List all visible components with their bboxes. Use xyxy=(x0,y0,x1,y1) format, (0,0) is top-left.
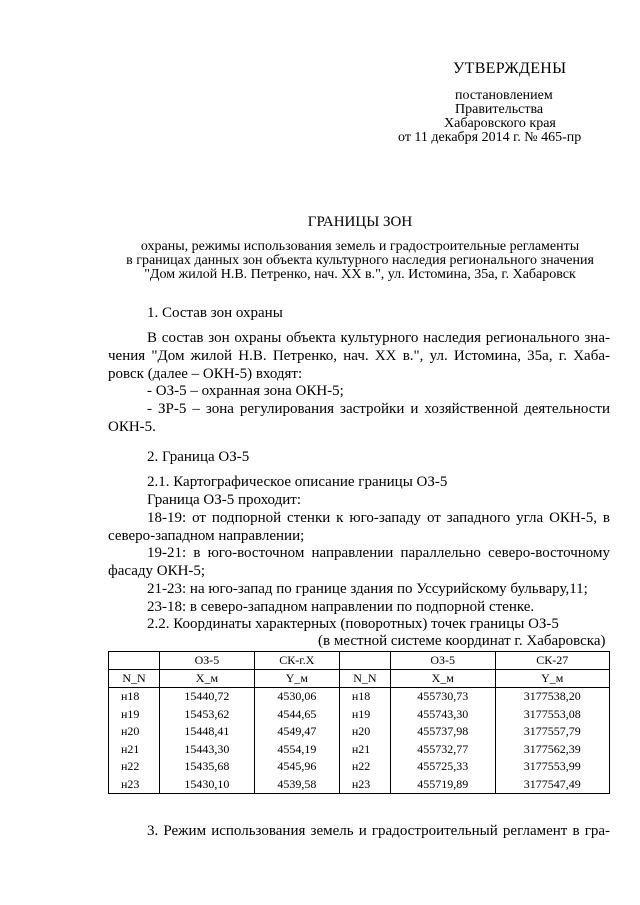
zone-list-item: ОКН-5. xyxy=(108,419,156,435)
table-row xyxy=(109,741,610,759)
section-1-paragraph-line: ровск (далее – ОКН-5) входят: xyxy=(108,366,303,382)
table-cell: н23 xyxy=(109,776,160,794)
table-header-cell: ОЗ-5 xyxy=(390,652,495,670)
section-1-heading: 1. Состав зон охраны xyxy=(147,305,283,321)
table-row xyxy=(109,776,610,794)
table-cell: 15430,10 xyxy=(160,776,255,794)
table-cell: н21 xyxy=(339,741,390,759)
table-cell: н18 xyxy=(109,688,160,706)
table-header-row xyxy=(109,670,610,688)
boundary-intro: Граница ОЗ-5 проходит: xyxy=(147,492,301,508)
table-header-cell: Y_м xyxy=(254,670,339,688)
approval-date-number: от 11 декабря 2014 г. № 465-пр xyxy=(398,130,582,145)
table-header-cell: СК-г.Х xyxy=(254,652,339,670)
table-cell: 455719,89 xyxy=(390,776,495,794)
table-header-cell: СК-27 xyxy=(495,652,609,670)
table-cell: 455725,33 xyxy=(390,758,495,776)
table-cell: 15448,41 xyxy=(160,723,255,741)
table-header-cell: X_м xyxy=(160,670,255,688)
table-row xyxy=(109,723,610,741)
approval-title: УТВЕРЖДЕНЫ xyxy=(453,60,567,77)
table-cell: 3177553,99 xyxy=(495,758,609,776)
table-cell: 455732,77 xyxy=(390,741,495,759)
doc-subtitle-2: в границах данных зон объекта культурного наследия регионального значения xyxy=(126,253,594,268)
table-header-cell: N_N xyxy=(339,670,390,688)
table-cell: н18 xyxy=(339,688,390,706)
table-cell: 4554,19 xyxy=(254,741,339,759)
boundary-segment: 19-21: в юго-восточном направлении параллельно северо-восточному xyxy=(147,545,610,561)
zone-list-item: - ОЗ-5 – охранная зона ОКН-5; xyxy=(147,383,344,399)
coordinate-system-note: (в местной системе координат г. Хабаровска) xyxy=(318,633,606,649)
boundary-segment: 23-18: в северо-западном направлении по подпорной стенке. xyxy=(147,599,535,615)
section-3-heading: 3. Режим использования земель и градостроительный регламент в гра- xyxy=(147,823,610,839)
table-cell: 455730,73 xyxy=(390,688,495,706)
doc-heading: ГРАНИЦЫ ЗОН xyxy=(307,214,413,230)
table-header-cell: Y_м xyxy=(495,670,609,688)
table-cell: н21 xyxy=(109,741,160,759)
approval-line-2: Правительства xyxy=(455,102,544,117)
table-header-cell: X_м xyxy=(390,670,495,688)
doc-subtitle-3: "Дом жилой Н.В. Петренко, нач. XX в.", ул. Истомина, 35а, г. Хабаровск xyxy=(144,267,576,282)
boundary-segment: фасаду ОКН-5; xyxy=(108,563,206,579)
section-2-1-heading: 2.1. Картографическое описание границы ОЗ-5 xyxy=(147,474,448,490)
table-header-cell: ОЗ-5 xyxy=(160,652,255,670)
table-cell: 455743,30 xyxy=(390,706,495,724)
table-cell: 15443,30 xyxy=(160,741,255,759)
table-cell: 15440,72 xyxy=(160,688,255,706)
table-cell: 3177553,08 xyxy=(495,706,609,724)
table-cell: 4539,58 xyxy=(254,776,339,794)
approval-line-1: постановлением xyxy=(455,88,553,103)
table-cell: 4530,06 xyxy=(254,688,339,706)
table-cell: н19 xyxy=(339,706,390,724)
table-cell: 4544,65 xyxy=(254,706,339,724)
table-cell: 4545,96 xyxy=(254,758,339,776)
table-cell: н22 xyxy=(109,758,160,776)
doc-subtitle-1: охраны, режимы использования земель и градостроительные регламенты xyxy=(140,239,580,254)
section-2-heading: 2. Граница ОЗ-5 xyxy=(147,449,250,465)
section-1-paragraph-line: чения "Дом жилой Н.В. Петренко, нач. XX в.", ул. Истомина, 35а, г. Хаба- xyxy=(108,348,610,364)
table-cell: н20 xyxy=(109,723,160,741)
boundary-segment: северо-западном направлении; xyxy=(108,528,305,544)
table-cell: 455737,98 xyxy=(390,723,495,741)
table-cell: 4549,47 xyxy=(254,723,339,741)
table-row xyxy=(109,758,610,776)
table-header-cell xyxy=(109,652,160,670)
boundary-segment: 21-23: на юго-запад по границе здания по Уссурийскому бульвару,11; xyxy=(147,581,588,597)
coordinates-table xyxy=(108,651,610,794)
approval-line-3: Хабаровского края xyxy=(444,116,556,131)
table-cell: 3177547,49 xyxy=(495,776,609,794)
section-1-paragraph-line: В состав зон охраны объекта культурного наследия регионального зна- xyxy=(147,330,610,346)
table-cell: 15435,68 xyxy=(160,758,255,776)
table-cell: 3177538,20 xyxy=(495,688,609,706)
section-2-2-heading: 2.2. Координаты характерных (поворотных) точек границы ОЗ-5 xyxy=(147,616,559,632)
table-cell: 3177562,39 xyxy=(495,741,609,759)
table-row xyxy=(109,706,610,724)
table-cell: н23 xyxy=(339,776,390,794)
boundary-segment: 18-19: от подпорной стенки к юго-западу от западного угла ОКН-5, в xyxy=(147,510,610,526)
table-cell: 3177557,79 xyxy=(495,723,609,741)
table-cell: н19 xyxy=(109,706,160,724)
zone-list-item: - ЗР-5 – зона регулирования застройки и хозяйственной деятельности xyxy=(147,401,610,417)
table-header-row xyxy=(109,652,610,670)
table-row xyxy=(109,688,610,706)
table-cell: 15453,62 xyxy=(160,706,255,724)
table-header-cell xyxy=(339,652,390,670)
table-cell: н20 xyxy=(339,723,390,741)
table-cell: н22 xyxy=(339,758,390,776)
table-header-cell: N_N xyxy=(109,670,160,688)
